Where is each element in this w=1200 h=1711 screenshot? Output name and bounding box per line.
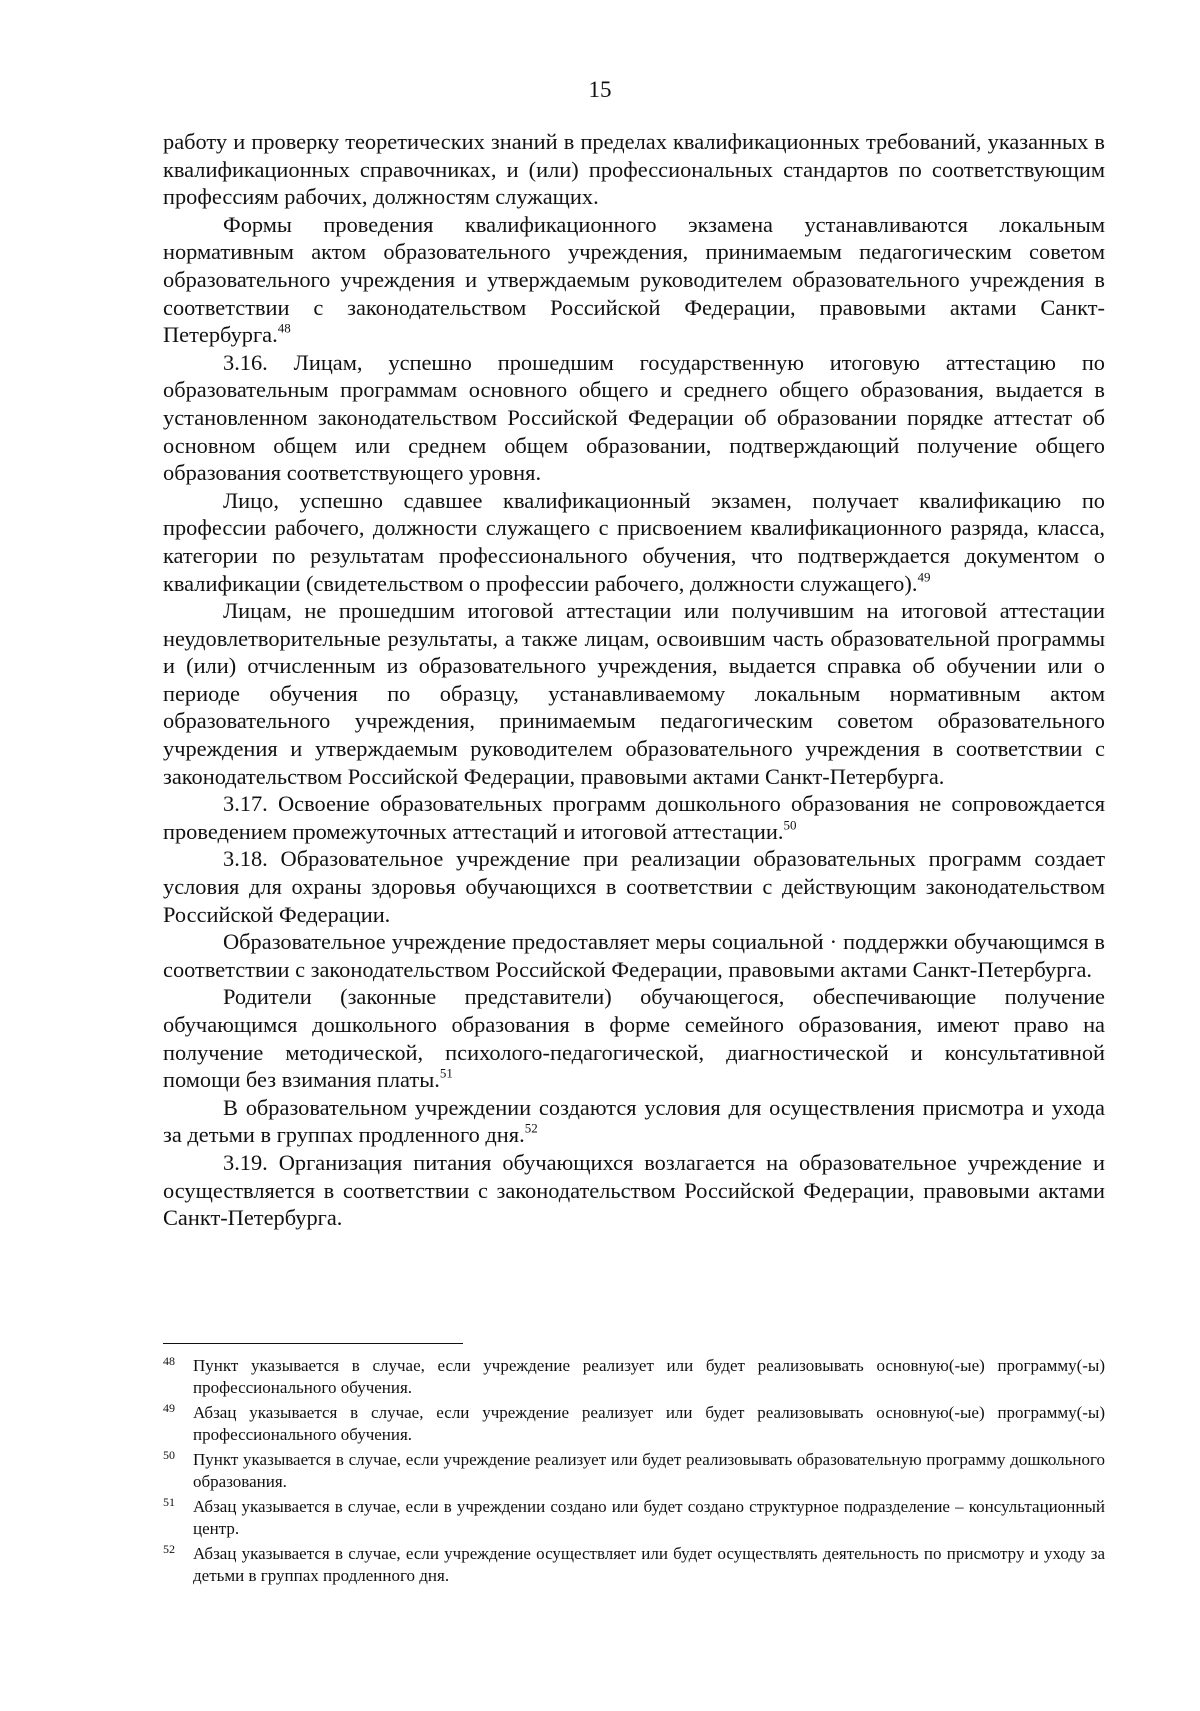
- footnote-number: 50: [163, 1448, 175, 1462]
- paragraph-3-16: [163, 349, 1105, 487]
- footnote-ref[interactable]: 48: [277, 320, 291, 336]
- footnote-number: 48: [163, 1354, 175, 1368]
- paragraph-3-19: [163, 1149, 1105, 1232]
- paragraph-text: Лицам, не прошедшим итоговой аттестации или получившим на итоговой аттестации неудовлетворительные результаты, а также лицам, освоившим часть образовательной программы и (или) отчисленным из образовательного учреждения, выдается справка об обучении или о периоде обучения по образцу, устанавливаемому локальным нормативным актом образовательного учреждения, принимаемым педагогическим советом образовательного учреждения и утверждаемым руководителем образовательного учреждения в соответствии с законодательством Российской Федерации, правовыми актами Санкт-Петербурга.: [163, 598, 1105, 789]
- footnote-text: Пункт указывается в случае, если учреждение реализует или будет реализовывать основную(-ые) программу(-ы) профессионального обучения.: [193, 1356, 1105, 1397]
- footnote-ref[interactable]: 50: [783, 817, 797, 833]
- paragraph-3-18: [163, 845, 1105, 928]
- paragraph-qualification: [163, 487, 1105, 597]
- paragraph-text: 3.17. Освоение образовательных программ дошкольного образования не сопровождается проведением промежуточных аттестаций и итоговой аттестации.: [163, 791, 1105, 844]
- paragraph-extended-day: [163, 1094, 1105, 1149]
- footnote-49: [163, 1402, 1105, 1445]
- body-text: [163, 128, 1105, 1232]
- paragraph-exam-forms: [163, 211, 1105, 349]
- paragraph-continuation: [163, 128, 1105, 211]
- footnote-48: [163, 1355, 1105, 1398]
- paragraph-3-17: [163, 790, 1105, 845]
- footnote-text: Абзац указывается в случае, если в учреждении создано или будет создано структурное подразделение – консультационный центр.: [193, 1497, 1105, 1538]
- footnote-51: [163, 1496, 1105, 1539]
- paragraph-text: Формы проведения квалификационного экзамена устанавливаются локальным нормативным актом образовательного учреждения, принимаемым педагогическим советом образовательного учреждения и утверждаемым руководителем образовательного учреждения в соответствии с законодательством Российской Федерации, правовыми актами Санкт-Петербурга.: [163, 211, 1105, 348]
- footnote-ref[interactable]: 51: [439, 1065, 453, 1081]
- footnote-text: Абзац указывается в случае, если учреждение реализует или будет реализовывать основную(-ые) программу(-ы) профессионального обучения.: [193, 1403, 1105, 1444]
- paragraph-text: Образовательное учреждение предоставляет меры социальной · поддержки обучающимся в соответствии с законодательством Российской Федерации, правовыми актами Санкт-Петербурга.: [163, 929, 1105, 982]
- footnote-divider: [163, 1343, 463, 1344]
- paragraph-parents: [163, 983, 1105, 1093]
- footnote-ref[interactable]: 49: [917, 568, 931, 584]
- footnote-number: 52: [163, 1542, 175, 1556]
- footnote-number: 49: [163, 1401, 175, 1415]
- paragraph-text: 3.18. Образовательное учреждение при реализации образовательных программ создает условия для охраны здоровья обучающихся в соответствии с действующим законодательством Российской Федерации.: [163, 846, 1105, 927]
- paragraph-text: 3.16. Лицам, успешно прошедшим государственную итоговую аттестацию по образовательным программам основного общего и среднего общего образования, выдается в установленном законодательством Российской Федерации об образовании порядке аттестат об основном общем или среднем общем образовании, подтверждающий получение общего образования соответствующего уровня.: [163, 349, 1105, 486]
- footnote-text: Пункт указывается в случае, если учреждение реализует или будет реализовывать образовательную программу дошкольного образования.: [193, 1450, 1105, 1491]
- paragraph-text: работу и проверку теоретических знаний в пределах квалификационных требований, указанных в квалификационных справочниках, и (или) профессиональных стандартов по соответствующим профессиям рабочих, должностям служащих.: [163, 129, 1105, 210]
- footnote-52: [163, 1543, 1105, 1586]
- paragraph-text: В образовательном учреждении создаются условия для осуществления присмотра и ухода за детьми в группах продленного дня.: [163, 1094, 1105, 1148]
- paragraph-text: 3.19. Организация питания обучающихся возлагается на образовательное учреждение и осуществляется в соответствии с законодательством Российской Федерации, правовыми актами Санкт-Петербурга.: [163, 1149, 1105, 1231]
- footnotes: [163, 1355, 1105, 1590]
- footnote-ref[interactable]: 52: [524, 1120, 538, 1136]
- footnote-50: [163, 1449, 1105, 1492]
- paragraph-text: Лицо, успешно сдавшее квалификационный экзамен, получает квалификацию по профессии рабочего, должности служащего с присвоением квалификационного разряда, класса, категории по результатам профессионального обучения, что подтверждается документом о квалификации (свидетельством о профессии рабочего, должности служащего).: [163, 487, 1105, 596]
- paragraph-text: Родители (законные представители) обучающегося, обеспечивающие получение обучающимся дошкольного образования в форме семейного образования, имеют право на получение методической, психолого-педагогической, диагностической и консультативной помощи без взимания платы.: [163, 984, 1105, 1093]
- paragraph-certificate-of-study: [163, 597, 1105, 790]
- footnote-text: Абзац указывается в случае, если учреждение осуществляет или будет осуществлять деятельность по присмотру и уходу за детьми в группах продленного дня.: [193, 1544, 1105, 1585]
- paragraph-social-support: [163, 928, 1105, 983]
- page-number: 15: [588, 77, 612, 102]
- footnote-number: 51: [163, 1495, 175, 1509]
